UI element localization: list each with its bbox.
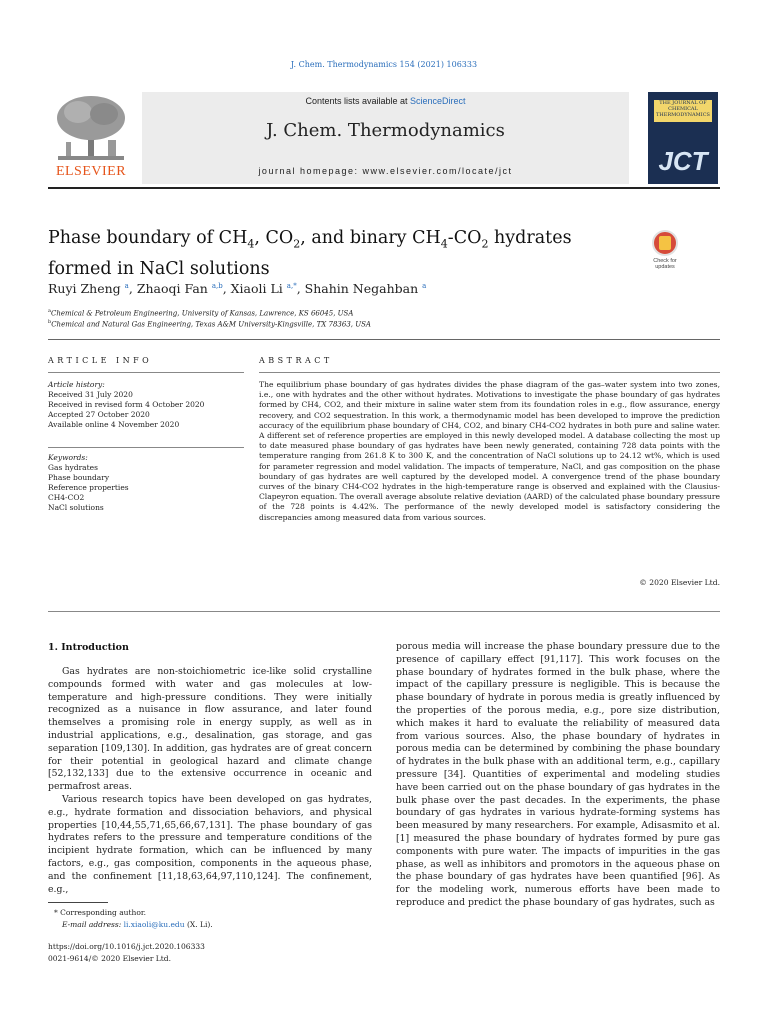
author-name[interactable]: Shahin Negahban [304,281,419,296]
article-history [48,380,244,430]
journal-citation[interactable]: J. Chem. Thermodynamics 154 (2021) 106333 [290,60,478,69]
corresponding-author-note: * Corresponding author. [54,908,147,917]
right-column [396,641,720,910]
keyword: Gas hydrates [48,463,98,472]
author-list: Ruyi Zheng $^a$, Zhaoqi Fan $^{a,b}$, Xiaoli Li $^{a,*}$, Shahin Negahban $^a$ [48,281,427,296]
abstract-heading: ABSTRACT [259,356,333,365]
issn-line: 0021-9614/© 2020 Elsevier Ltd. [48,954,171,963]
article-info-rule [48,372,244,373]
abstract-text: The equilibrium phase boundary of gas hydrates divides the phase diagram of the gas–water system into two zones, i.e., one with hydrates and the other without hydrates. Motivations to investigate the phase boundary of gas hydrates formed by CH4, CO2, and their mixture in saline water stem from its foundation roles in e.g., flow assurance, energy recovery, and CO2 sequestration. In this work, a thermodynamic model has been developed to improve the prediction accuracy of the equilibrium phase boundary of CH4, CO2, and binary CH4-CO2 hydrates in both pure and saline water. A different set of reference properties are employed in this newly developed model. A database collecting the most up to date measured phase boundary of gas hydrates have been newly generated, containing 728 data points with the temperature ranging from 261.8 K to 300 K, and the concentration of NaCl solutions up to 24.12 wt%, which is used for parameter regression and model validation. The impacts of temperature, NaCl, and gas composition on the phase boundary of gas hydrates are well captured by the developed model. A convergence trend of the phase boundary curves of the binary CH4-CO2 hydrates in the high-temperature range is observed and explained with the Clausius-Clapeyron equation. The overall average absolute relative deviation (AARD) of the calculated phase boundary pressure of the 728 points is 4.42%. The performance of the newly developed model is satisfactory considering the discrepancies among measured data from various sources. [259,380,720,522]
affiliation-b: $^b$Chemical and Natural Gas Engineering, Texas A&M University-Kingsville, TX 78363, USA [48,319,371,329]
abstract-bottom-rule [48,611,720,612]
keywords-rule [48,447,244,448]
author-name[interactable]: Xiaoli Li [230,281,283,296]
homepage-link[interactable]: www.elsevier.com/locate/jct [362,166,513,176]
copyright-line: © 2020 Elsevier Ltd. [639,578,720,587]
history-item: Received 31 July 2020 [48,390,133,399]
keyword: NaCl solutions [48,503,104,512]
contents-line [142,96,629,106]
author-affiliation-mark[interactable]: a [422,281,427,290]
cover-logo: JCT [658,146,708,176]
journal-banner [142,92,629,184]
journal-name: J. Chem. Thermodynamics [266,120,505,141]
article-info-heading: ARTICLE INFO [48,356,153,365]
paragraph: Various research topics have been developed on gas hydrates, e.g., hydrate formation and dissociation behaviors, and physical properties [10,44,55,71,65,66,67,131]. The phase boundary of gas hydrates refers to the pressure and temperature conditions of the incipient hydrate formation, which can be influenced by many factors, e.g., gas composition, components in the aqueous phase, and the confinement [11,18,63,64,97,110,124]. The confinement, e.g., [48,793,372,895]
sciencedirect-link[interactable]: ScienceDirect [410,96,466,106]
left-column [48,666,372,896]
doi-link[interactable]: https://doi.org/10.1016/j.jct.2020.106333 [48,942,205,951]
keyword: Phase boundary [48,473,110,482]
author-affiliation-mark[interactable]: a,* [286,281,297,290]
history-item: Accepted 27 October 2020 [48,410,150,419]
journal-cover[interactable] [648,92,718,184]
keyword: CH4-CO2 [48,493,85,502]
check-updates-icon [652,230,678,256]
paragraph: Gas hydrates are non-stoichiometric ice-like solid crystalline compounds formed with water and gas molecules at low-temperature and high-pressure conditions. They were initially recognized as a nuisance in flow assurance, and later found themselves a promising role in energy supply, as well as in industrial applications, e.g., desalination, gas storage, and gas separation [109,130]. In addition, gas hydrates are of great concern for their potential in geological hazard and climate change [52,132,133] due to the extensive occurrence in oceanic and permafrost areas. [48,666,372,793]
author-name[interactable]: Zhaoqi Fan [136,281,208,296]
history-item: Received in revised form 4 October 2020 [48,400,205,409]
author-name[interactable]: Ruyi Zheng [48,281,121,296]
article-title: Phase boundary of $CH_4$, $CO_2$, and binary $CH_4-CO_2$ hydrates formed in NaCl solutions [48,228,572,279]
footnote-rule [48,902,108,903]
email-link[interactable]: li.xiaoli@ku.edu [123,920,185,929]
cover-title: THE JOURNAL OF CHEMICAL THERMODYNAMICS [654,100,712,122]
abstract-rule [259,372,720,373]
author-affiliation-mark[interactable]: a,b [211,281,223,290]
homepage-prefix: journal homepage: [258,166,363,176]
keywords-label: Keywords: [48,453,88,462]
history-item: Available online 4 November 2020 [48,420,180,429]
paragraph: porous media will increase the phase boundary pressure due to the presence of capillary effect [91,117]. This work focuses on the phase boundary of hydrates formed in the bulk phase, where the impact of the capillary pressure is negligible. This is because the phase boundary of hydrate in porous media is greatly influenced by the properties of the porous media, e.g., pore size distribution, which makes it hard to evaluate the reliability of measured data from various sources. Also, the phase boundary of hydrates in porous media can be determined by combining the phase boundary of hydrates in the bulk phase with an additional term, e.g., capillary pressure [34]. Quantities of experimental and modeling studies have been carried out on the phase boundary of gas hydrates in the bulk phase over the past decades. In the experiments, the phase boundary of gas hydrates in various hydrate-forming systems has been measured by many researchers. For example, Adisasmito et al. [1] measured the phase boundary of hydrates formed by pure gas components with pure water. The impacts of impurities in the gas phase, as well as inhibitors and promotors in the aqueous phase on the phase boundary of gas hydrates have been quantified [96]. As for the modeling work, numerous efforts have been made to reproduce and predict the phase boundary of gas hydrates, such as [396,641,720,908]
check-for-updates-badge[interactable] [647,230,683,270]
journal-homepage [142,166,629,176]
contents-prefix: Contents lists available at [305,96,411,106]
section-rule [48,339,720,340]
author-affiliation-mark[interactable]: a [124,281,129,290]
keyword: Reference properties [48,483,129,492]
check-updates-label: Check for updates [653,258,677,270]
header-rule [48,187,720,189]
publisher-wordmark: ELSEVIER [55,164,127,179]
keywords-block [48,453,244,513]
email-note: E-mail address: li.xiaoli@ku.edu (X. Li). [62,920,213,929]
history-label: Article history: [48,380,105,389]
section-heading-introduction: 1. Introduction [48,642,129,653]
affiliation-a: $^a$Chemical & Petroleum Engineering, University of Kansas, Lawrence, KS 66045, USA [48,308,354,318]
